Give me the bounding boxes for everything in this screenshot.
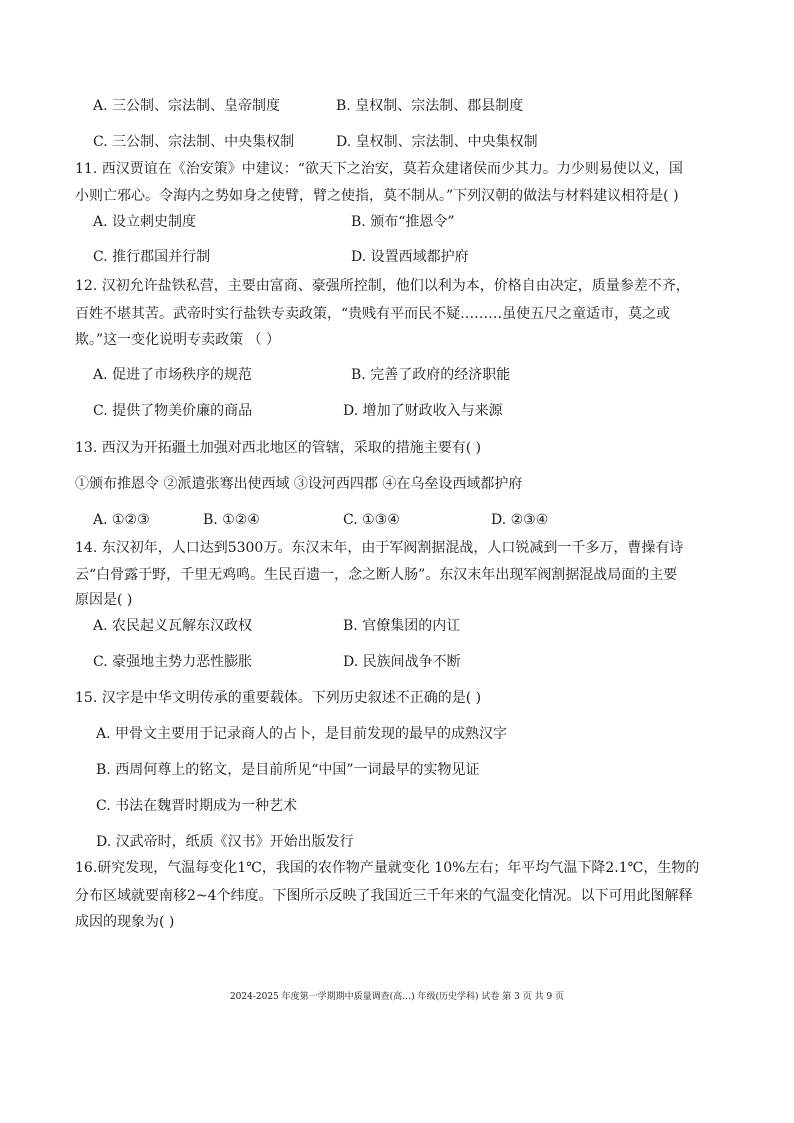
q13-option-a: A. ①②③ <box>93 512 150 528</box>
q11-stem-line1: 11. 西汉贾谊在《治安策》中建议：“欲天下之治安，莫若众建诸侯而少其力。力少则易使以义，国 <box>75 161 683 177</box>
page-footer: 2024-2025 年度第一学期期中质量调查(高…) 年级(历史学科) 试卷 第 3 页 共 9 页 <box>229 992 565 1002</box>
q14-option-d: D. 民族间战争不断 <box>343 654 461 670</box>
q13-option-d: D. ②③④ <box>491 512 549 528</box>
q12-option-c: C. 提供了物美价廉的商品 <box>93 403 253 419</box>
q14-option-c: C. 豪强地主势力恶性膨胀 <box>93 654 253 670</box>
q13-stem-line1: 13. 西汉为开拓疆土加强对西北地区的管辖，采取的措施主要有( ) <box>75 440 482 456</box>
q12-stem-line3: 欺。”这一变化说明专卖政策 （ ） <box>75 332 281 348</box>
q14-option-a: A. 农民起义瓦解东汉政权 <box>93 618 253 634</box>
q11-option-c: C. 推行郡国并行制 <box>93 249 211 265</box>
q16-stem-line1: 16.研究发现，气温每变化1℃，我国的农作物产量就变化 10%左右；年平均气温下降2.1℃，生物的 <box>75 860 700 876</box>
q14-option-b: B. 官僚集团的内讧 <box>343 618 461 634</box>
q12-option-d: D. 增加了财政收入与来源 <box>343 403 503 419</box>
q16-stem-line3: 成因的现象为( ) <box>75 914 175 930</box>
q12-option-b: B. 完善了政府的经济职能 <box>351 367 511 383</box>
q14-stem-line3: 原因是( ) <box>75 592 133 608</box>
q11-option-b: B. 颁布“推恩令” <box>351 214 455 230</box>
q14-stem-line1: 14. 东汉初年，人口达到5300万。东汉末年，由于军阀割据混战，人口锐减到一千多万，曹操有诗 <box>75 540 684 556</box>
q10-option-a: A. 三公制、宗法制、皇帝制度 <box>93 98 281 114</box>
q13-stem-line2: ①颁布推恩令 ②派遣张骞出使西域 ③设河西四郡 ④在乌垒设西域都护府 <box>75 476 523 492</box>
q13-option-c: C. ①③④ <box>343 512 400 528</box>
q15-option-d: D. 汉武帝时，纸质《汉书》开始出版发行 <box>96 834 354 850</box>
q13-option-b: B. ①②④ <box>203 512 260 528</box>
q15-option-b: B. 西周何尊上的铭文，是目前所见“中国”一词最早的实物见证 <box>96 762 480 778</box>
q14-stem-line2: 云“白骨露于野，千里无鸡鸣。生民百遗一，念之断人肠”。东汉末年出现军阀割据混战局面的主要 <box>75 567 678 583</box>
q11-option-a: A. 设立刺史制度 <box>93 214 197 230</box>
q11-stem-line2: 小则亡邪心。令海内之势如身之使臂，臂之使指，莫不制从。”下列汉朝的做法与材料建议相符是( ) <box>75 188 679 204</box>
q10-option-d: D. 皇权制、宗法制、中央集权制 <box>336 134 538 150</box>
q15-option-a: A. 甲骨文主要用于记录商人的占卜，是目前发现的最早的成熟汉字 <box>96 726 508 742</box>
q11-option-d: D. 设置西域都护府 <box>351 249 469 265</box>
q12-option-a: A. 促进了市场秩序的规范 <box>93 367 253 383</box>
q12-stem-line1: 12. 汉初允许盐铁私营，主要由富商、豪强所控制，他们以利为本，价格自由决定，质量参差不齐， <box>75 278 690 294</box>
q15-option-c: C. 书法在魏晋时期成为一种艺术 <box>96 798 298 814</box>
q10-option-b: B. 皇权制、宗法制、郡县制度 <box>336 98 524 114</box>
q12-stem-line2: 百姓不堪其苦。武帝时实行盐铁专卖政策，“贵贱有平而民不疑………虽使五尺之童适市，莫之或 <box>75 306 671 322</box>
q16-stem-line2: 分布区域就要南移2~4个纬度。下图所示反映了我国近三千年来的气温变化情况。以下可用此图解释 <box>75 888 693 904</box>
q15-stem-line1: 15. 汉字是中华文明传承的重要载体。下列历史叙述不正确的是( ) <box>75 690 482 706</box>
q10-option-c: C. 三公制、宗法制、中央集权制 <box>93 134 295 150</box>
